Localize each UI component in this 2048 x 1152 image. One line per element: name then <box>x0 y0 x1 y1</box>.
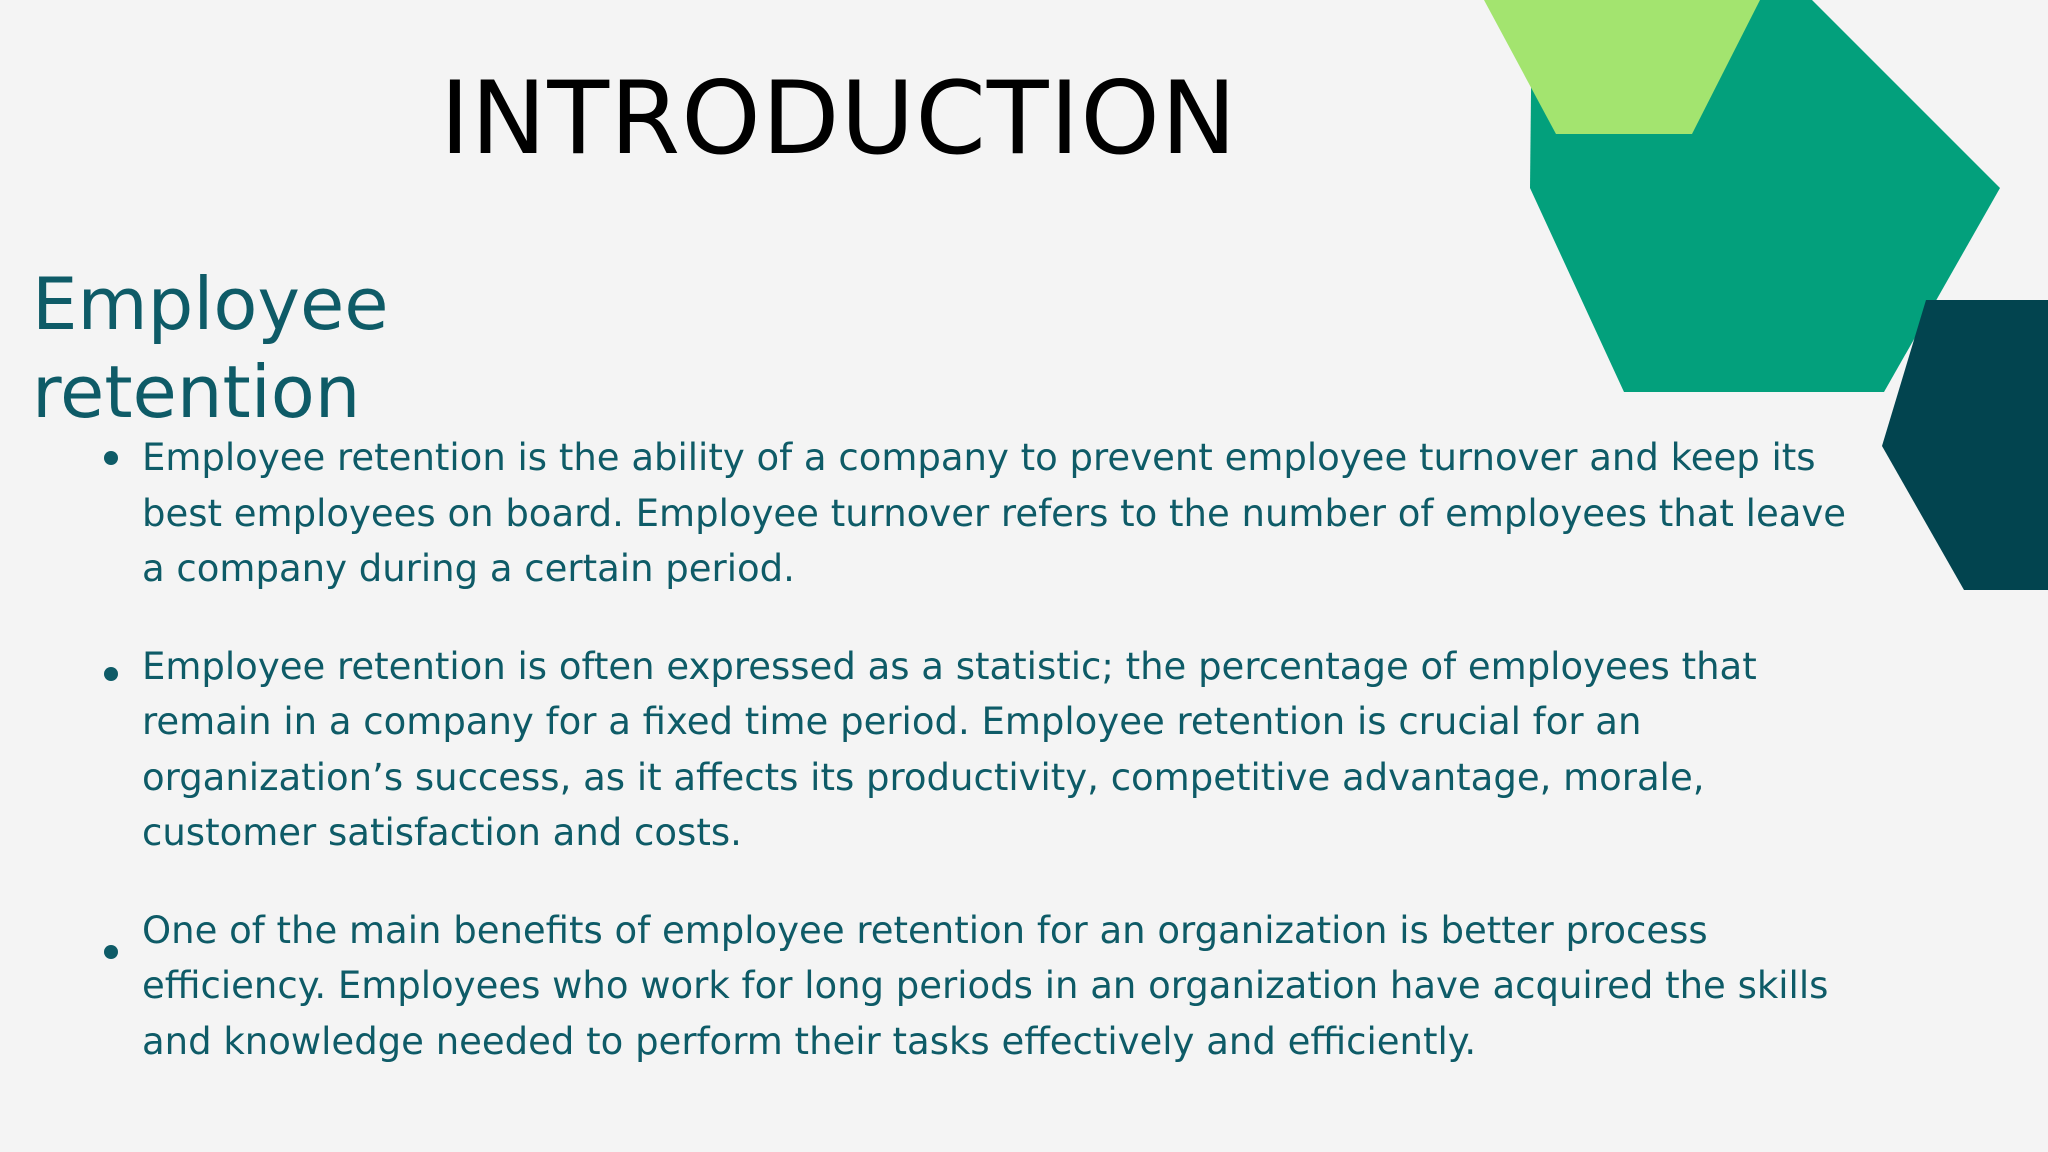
bullet-item <box>142 639 1862 861</box>
bullet-dot-icon <box>104 945 118 959</box>
bullet-dot-icon <box>104 451 118 465</box>
slide-subtitle: Employee retention <box>32 262 389 434</box>
bullet-dot-icon <box>104 667 118 681</box>
bullet-item <box>142 430 1862 597</box>
bullet-text: Employee retention is the ability of a company to prevent employee turnover and keep its best employees on board. Employee turnover refers to the number of employees that leave a company during a certain period. <box>142 436 1847 590</box>
bullet-text: Employee retention is often expressed as a statistic; the percentage of employees that remain in a company for a fixed time period. Employee retention is crucial for an organization’s success, as it affects its productivity, competitive advantage, morale, customer satisfaction and costs. <box>142 644 1757 854</box>
bullet-item <box>142 903 1862 1070</box>
bullet-list <box>142 430 1862 1111</box>
bullet-text: One of the main benefits of employee retention for an organization is better process efficiency. Employees who work for long periods in an organization have acquired the skills and knowledge needed to perform their tasks effectively and efficiently. <box>142 908 1829 1063</box>
slide-title: INTRODUCTION <box>440 59 1238 177</box>
